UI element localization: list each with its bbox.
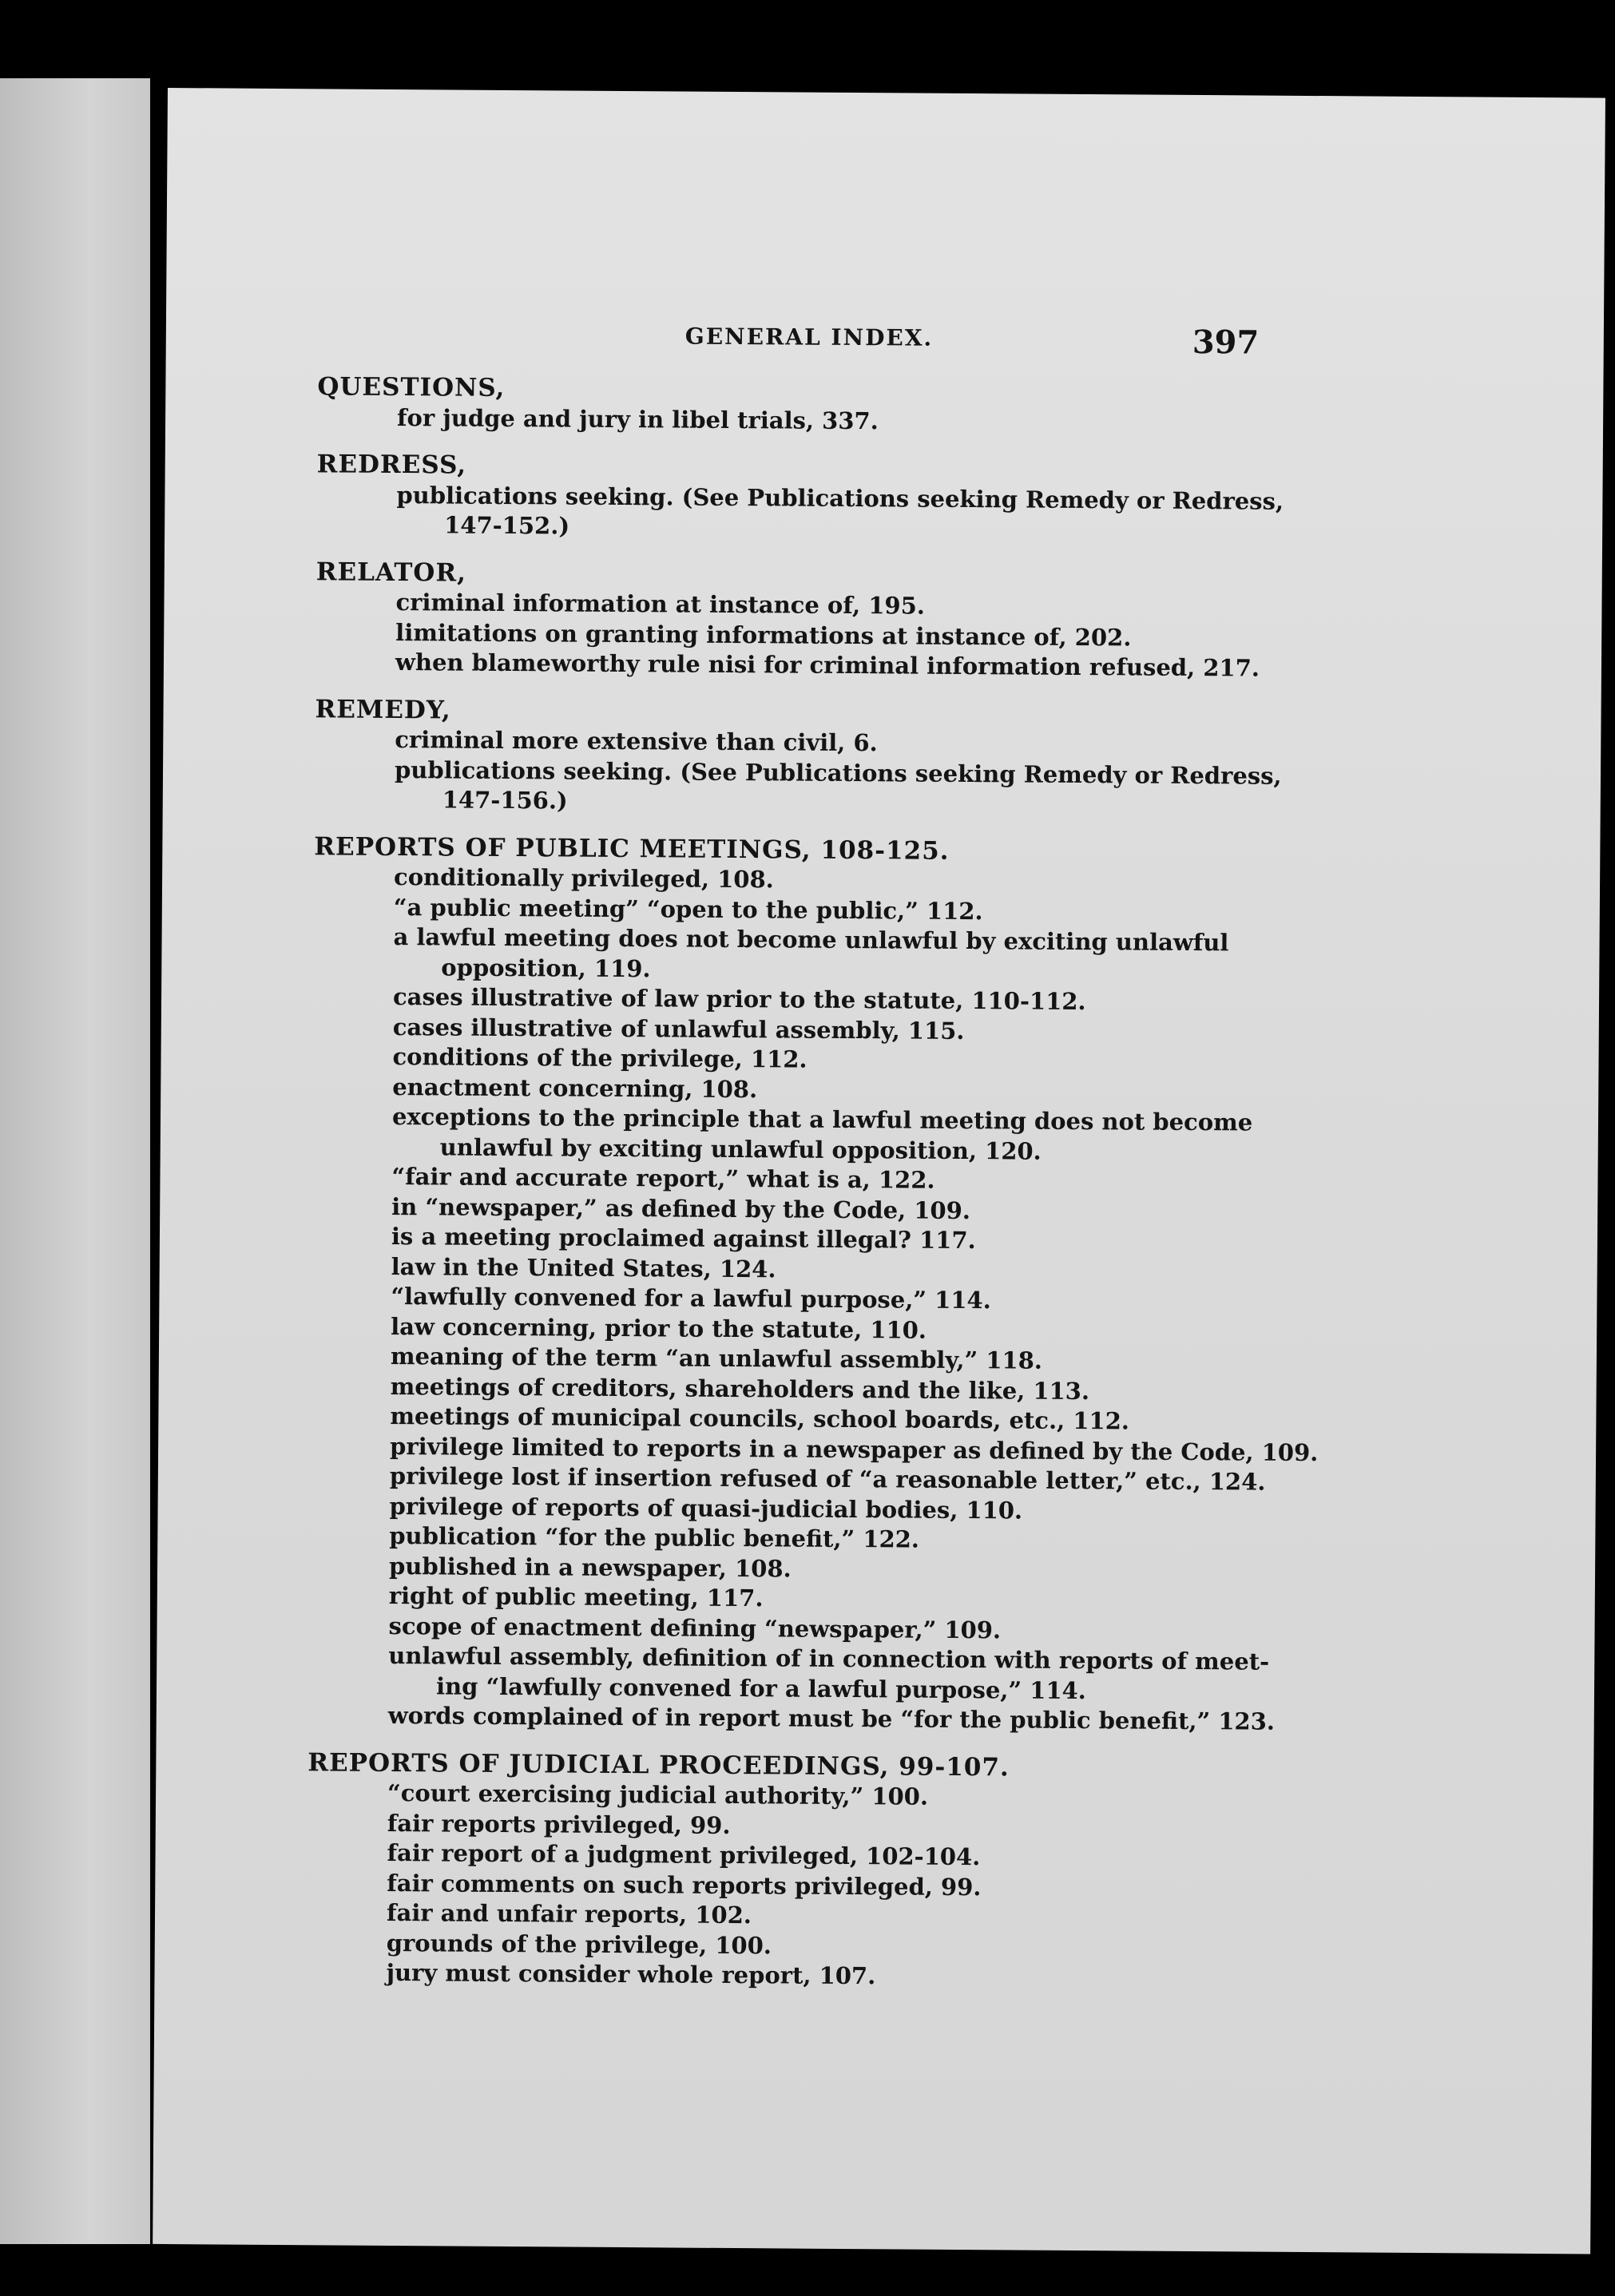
index-heading: REPORTS OF PUBLIC MEETINGS, 108-125. <box>314 831 950 866</box>
index-entry <box>313 922 1431 989</box>
index-entry-text: for judge and jury in libel trials, 337. <box>397 403 879 434</box>
index-entry <box>308 1640 1427 1708</box>
index-entry-text: “a public meeting” “open to the public,” 112. <box>393 893 983 925</box>
index-entry-text: when blameworthy rule nisi for criminal information refused, 217. <box>395 648 1260 682</box>
index-entry-text: in “newspaper,” as defined by the Code, 109. <box>391 1192 971 1224</box>
index-entry-text: enactment concerning, 108. <box>392 1073 758 1103</box>
index-entry-text: fair reports privileged, 99. <box>387 1809 731 1839</box>
index-entry-text: cases illustrative of law prior to the statute, 110-112. <box>392 982 1086 1016</box>
adjacent-page-edge <box>0 78 150 2244</box>
index-entry-text: fair comments on such reports privileged, 99. <box>387 1869 982 1901</box>
index-heading: RELATOR, <box>315 557 467 588</box>
index-entry-text: law in the United States, 124. <box>391 1252 776 1283</box>
index-entry-text: meetings of municipal councils, school boards, etc., 112. <box>390 1402 1130 1435</box>
index-content <box>306 372 1435 1995</box>
index-entry <box>315 755 1433 823</box>
index-entry-text: exceptions to the principle that a lawful meeting does not become <box>391 1102 1253 1136</box>
index-entry-text: conditions of the privilege, 112. <box>392 1042 808 1073</box>
index-entry-text: privilege limited to reports in a newspaper as defined by the Code, 109. <box>390 1432 1319 1466</box>
index-entry-text: “fair and accurate report,” what is a, 122. <box>391 1162 935 1194</box>
index-entry-text: conditionally privileged, 108. <box>393 863 774 894</box>
index-entry-continuation: ing “lawfully convened for a lawful purpose,” 114. <box>435 1671 1086 1704</box>
index-entry-text: limitations on granting informations at instance of, 202. <box>395 618 1132 651</box>
index-entry-continuation: opposition, 119. <box>441 953 651 982</box>
index-entry-continuation: 147-152.) <box>444 511 570 540</box>
index-entry-text: words complained of in report must be “for the public benefit,” 123. <box>387 1701 1276 1735</box>
index-entry-text: grounds of the privilege, 100. <box>386 1929 772 1959</box>
index-heading: QUESTIONS, <box>317 372 506 402</box>
index-entry-text: scope of enactment defining “newspaper,” 109. <box>388 1612 1002 1644</box>
index-entry <box>312 1101 1430 1169</box>
index-entry-text: privilege of reports of quasi-judicial bodies, 110. <box>389 1492 1023 1525</box>
running-header: GENERAL INDEX. <box>684 323 934 351</box>
index-entry <box>316 480 1434 548</box>
index-entry-text: jury must consider whole report, 107. <box>386 1958 876 1990</box>
index-page <box>153 88 1605 2254</box>
index-entry-text: privilege lost if insertion refused of “a reasonable letter,” etc., 124. <box>389 1461 1266 1496</box>
index-entry-text: publication “for the public benefit,” 122. <box>389 1521 920 1553</box>
page-number: 397 <box>1192 323 1260 362</box>
index-entry-text: meaning of the term “an unlawful assembly,” 118. <box>390 1342 1043 1374</box>
index-entry-text: unlawful assembly, definition of in connection with reports of meet- <box>388 1641 1270 1675</box>
index-entry-text: “court exercising judicial authority,” 100. <box>387 1779 929 1810</box>
index-entry-text: a lawful meeting does not become unlawful by exciting unlawful <box>393 922 1229 957</box>
index-entry-text: law concerning, prior to the statute, 110. <box>391 1312 927 1344</box>
index-entry-text: fair and unfair reports, 102. <box>386 1898 752 1929</box>
index-entry-text: “lawfully convened for a lawful purpose,” 114. <box>391 1282 991 1315</box>
index-entry-text: criminal information at instance of, 195. <box>395 589 926 620</box>
index-entry-continuation: 147-156.) <box>442 786 568 815</box>
index-entry-text: fair report of a judgment privileged, 102-104. <box>387 1838 981 1871</box>
index-entry-text: published in a newspaper, 108. <box>388 1552 792 1582</box>
index-entry-text: publications seeking. (See Publications seeking Remedy or Redress, <box>394 755 1282 790</box>
index-entry-text: criminal more extensive than civil, 6. <box>395 726 878 757</box>
index-entry-text: meetings of creditors, shareholders and the like, 113. <box>390 1372 1090 1405</box>
index-heading: REMEDY, <box>315 694 451 724</box>
index-entry-text: cases illustrative of unlawful assembly, 115. <box>392 1013 965 1045</box>
index-heading: REDRESS, <box>316 450 467 480</box>
index-heading: REPORTS OF JUDICIAL PROCEEDINGS, 99-107. <box>308 1747 1010 1782</box>
index-entry-text: right of public meeting, 117. <box>388 1581 764 1612</box>
index-entry-text: publications seeking. (See Publications seeking Remedy or Redress, <box>396 481 1284 515</box>
index-entry-continuation: unlawful by exciting unlawful opposition, 120. <box>439 1132 1042 1165</box>
index-entry-text: is a meeting proclaimed against illegal? 117. <box>391 1222 976 1255</box>
